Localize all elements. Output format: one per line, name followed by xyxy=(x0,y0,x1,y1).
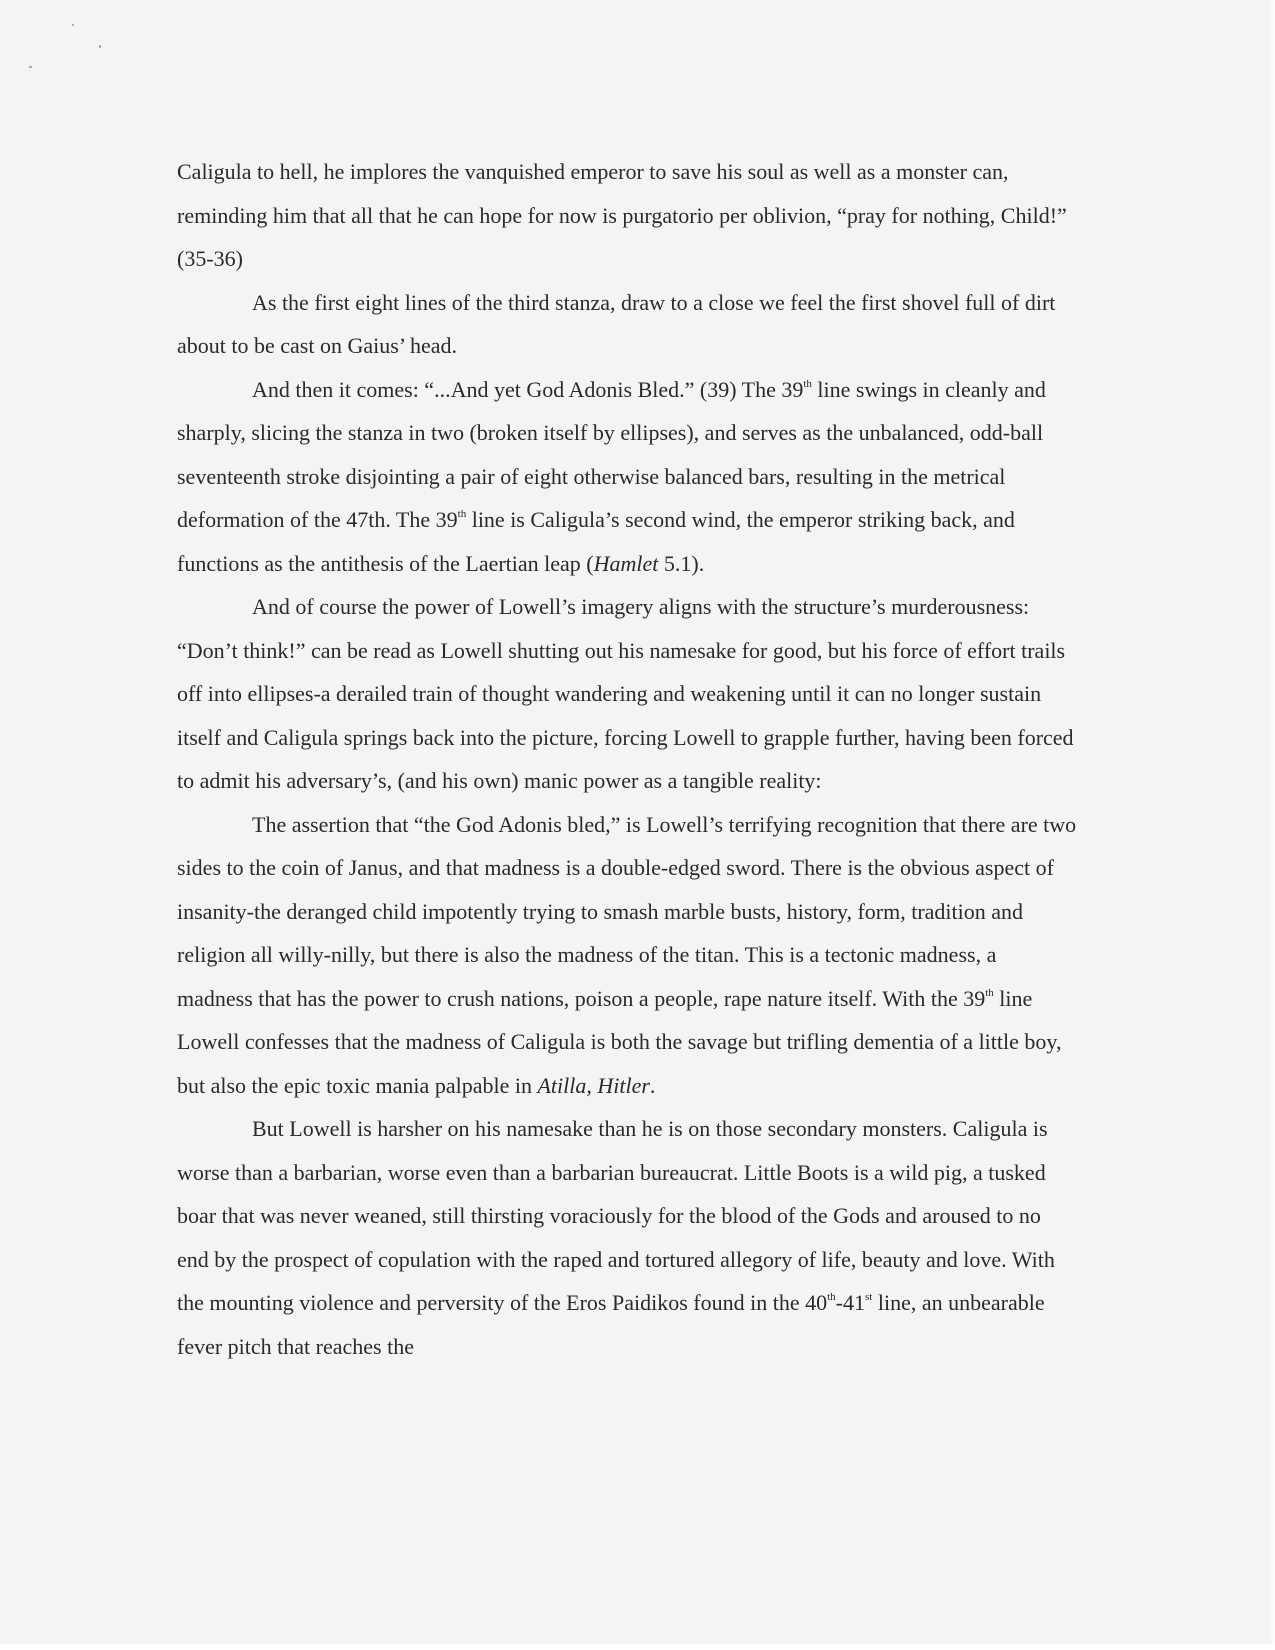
paragraph-4-text: And of course the power of Lowell’s imagery aligns with the structure’s murderousness: “Don’t think!” can be read as Lowell shutting out his namesake for good, but his force of effort trails off into ellipses-a derailed train of thought wandering and weakening until it can no longer sustain itself and Caligula springs back into the picture, forcing Lowell to grapple further, having been forced to admit his adversary’s, (and his own) manic power as a tangible reality: xyxy=(177,594,1074,793)
essay-body xyxy=(177,150,1077,1368)
paragraph-2-text: As the first eight lines of the third stanza, draw to a close we feel the first shovel full of dirt about to be cast on Gaius’ head. xyxy=(177,289,1056,358)
paragraph-5-text-b: line Lowell confesses that the madness of Caligula is both the savage but trifling dementia of a little boy, but also the epic toxic mania palpable in xyxy=(177,985,1062,1098)
paragraph-6-text-b: -41 xyxy=(835,1290,865,1315)
paragraph-6-text-c: line, an unbearable fever pitch that reaches the xyxy=(177,1290,1045,1359)
paragraph-5 xyxy=(177,803,1077,1108)
paragraph-1-text: Caligula to hell, he implores the vanquished emperor to save his soul as well as a monster can, reminding him that all that he can hope for now is purgatorio per oblivion, “pray for nothing, Child!” (35-36) xyxy=(177,159,1067,271)
paragraph-2 xyxy=(177,281,1077,368)
paragraph-3 xyxy=(177,368,1077,586)
ordinal-suffix: th xyxy=(827,1291,836,1303)
scan-speck xyxy=(99,45,101,48)
scan-edge xyxy=(1269,0,1275,1650)
paragraph-3-text-c: line is Caligula’s second wind, the emperor striking back, and functions as the antithesis of the Laertian leap ( xyxy=(177,507,1015,576)
paragraph-1 xyxy=(177,150,1077,281)
scan-edge xyxy=(0,1644,1275,1650)
paragraph-6 xyxy=(177,1107,1077,1368)
ordinal-suffix: th xyxy=(803,377,812,390)
paragraph-5-text-a: The assertion that “the God Adonis bled,” is Lowell’s terrifying recognition that there are two sides to the coin of Janus, and that madness is a double-edged sword. There is the obvious aspect of insanity-the deranged child impotently trying to smash marble busts, history, form, tradition and religion all willy-nilly, but there is also the madness of the titan. This is a tectonic madness, a madness that has the power to crush nations, poison a people, rape nature itself. With the 39 xyxy=(177,811,1077,1011)
italic-names: Atilla, Hitler xyxy=(537,1072,650,1098)
ordinal-suffix: th xyxy=(985,986,994,999)
play-title: Hamlet xyxy=(593,550,659,576)
paragraph-5-text-c: . xyxy=(649,1072,656,1098)
ordinal-suffix: st xyxy=(865,1291,873,1303)
paragraph-6-text-a: But Lowell is harsher on his namesake than he is on those secondary monsters. Caligula is worse than a barbarian, worse even than a barbarian bureaucrat. Little Boots is a wild pig, a tusked boar that was never weaned, still thirsting voraciously for the blood of the Gods and aroused to no end by the prospect of copulation with the raped and tortured allegory of life, beauty and love. With the mounting violence and perversity of the Eros Paidikos found in the 40 xyxy=(177,1116,1055,1315)
paragraph-3-text-b: line swings in cleanly and sharply, slicing the stanza in two (broken itself by ellipses), and serves as the unbalanced, odd-ball seventeenth stroke disjointing a pair of eight otherwise balanced bars, resulting in the metrical deformation of the 47th. The 39 xyxy=(177,376,1046,532)
paragraph-3-text-d: 5.1). xyxy=(658,550,705,576)
paragraph-4 xyxy=(177,585,1077,803)
paragraph-3-text-a: And then it comes: “...And yet God Adonis Bled.” (39) The 39 xyxy=(252,376,804,402)
ordinal-suffix: th xyxy=(457,508,467,520)
scan-speck xyxy=(72,24,74,26)
scan-speck xyxy=(29,66,32,68)
